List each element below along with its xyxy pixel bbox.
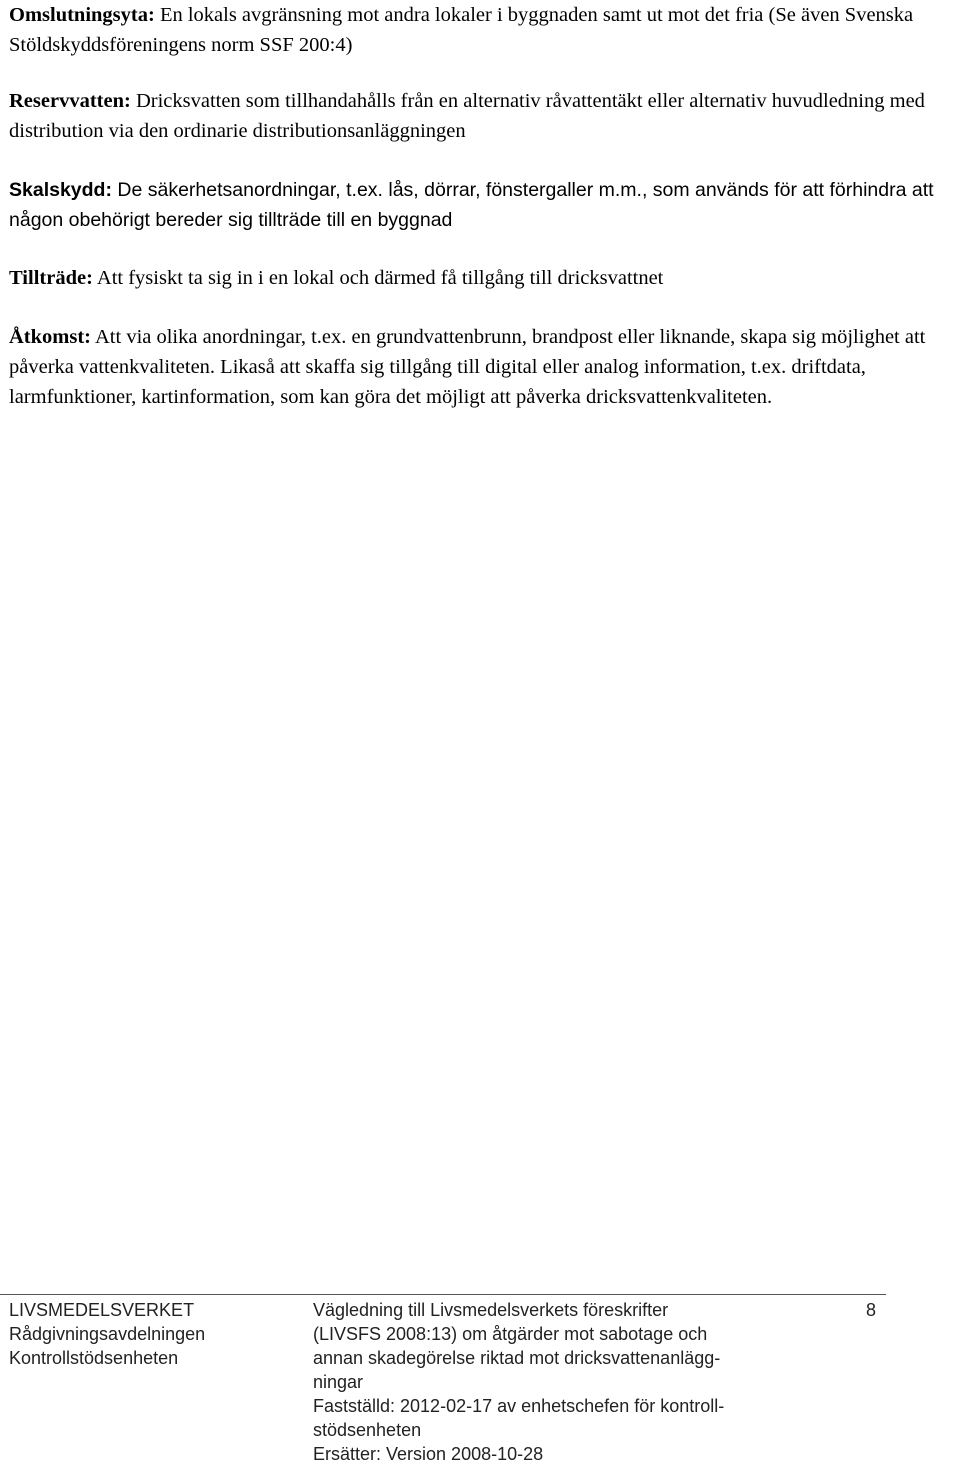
definition-term: Skalskydd: [9,179,112,201]
definition-text: De säkerhetsanordningar, t.ex. lås, dörrar, fönstergaller m.m., som används för att förhindra att någon obehörigt bereder sig tillträde till en byggnad [9,179,934,231]
footer-doc-line: Ersätter: Version 2008-10-28 [313,1444,544,1464]
footer-document-info [313,1298,813,1466]
footer-doc-line: (LIVSFS 2008:13) om åtgärder mot sabotage och [313,1324,708,1344]
definition-text: En lokals avgränsning mot andra lokaler i byggnaden samt ut mot det fria (Se även Svenska Stöldskyddsföreningens norm SSF 200:4) [9,4,914,56]
definition-text: Att via olika anordningar, t.ex. en grundvattenbrunn, brandpost eller liknande, skapa sig möjlighet att påverka vattenkvaliteten. Likaså att skaffa sig tillgång till digital eller analog information, t.ex. driftdata, larmfunktioner, kartinformation, som kan göra det möjligt att påverka dricksvattenkvaliteten. [9,326,926,408]
footer-divider [0,1294,886,1295]
footer-doc-line: Fastställd: 2012-02-17 av enhetschefen för kontroll- [313,1396,725,1416]
definition-term: Tillträde: [9,267,93,289]
footer-doc-line: stödsenheten [313,1420,422,1440]
footer-doc-line: ningar [313,1372,364,1392]
definition-term: Reservvatten: [9,90,131,112]
footer-organization [9,1298,205,1370]
definition-atkomst [9,322,954,412]
page-footer [0,1294,960,1464]
footer-org-line: LIVSMEDELSVERKET [9,1300,195,1320]
definition-term: Åtkomst: [9,326,91,348]
definition-reservvatten [9,86,954,146]
page-number: 8 [866,1300,877,1320]
definition-omslutningsyta [9,0,954,60]
definition-tilltrade [9,263,954,293]
definition-skalskydd [9,175,954,235]
definition-text: Dricksvatten som tillhandahålls från en alternativ råvattentäkt eller alternativ huvudledning med distribution via den ordinarie distributionsanläggningen [9,90,925,142]
definition-text: Att fysiskt ta sig in i en lokal och därmed få tillgång till dricksvattnet [92,267,664,289]
footer-org-line: Rådgivningsavdelningen [9,1324,206,1344]
footer-org-line: Kontrollstödsenheten [9,1348,179,1368]
definition-term: Omslutningsyta: [9,4,155,26]
footer-doc-line: annan skadegörelse riktad mot dricksvattenanlägg- [313,1348,721,1368]
footer-doc-line: Vägledning till Livsmedelsverkets föreskrifter [313,1300,669,1320]
